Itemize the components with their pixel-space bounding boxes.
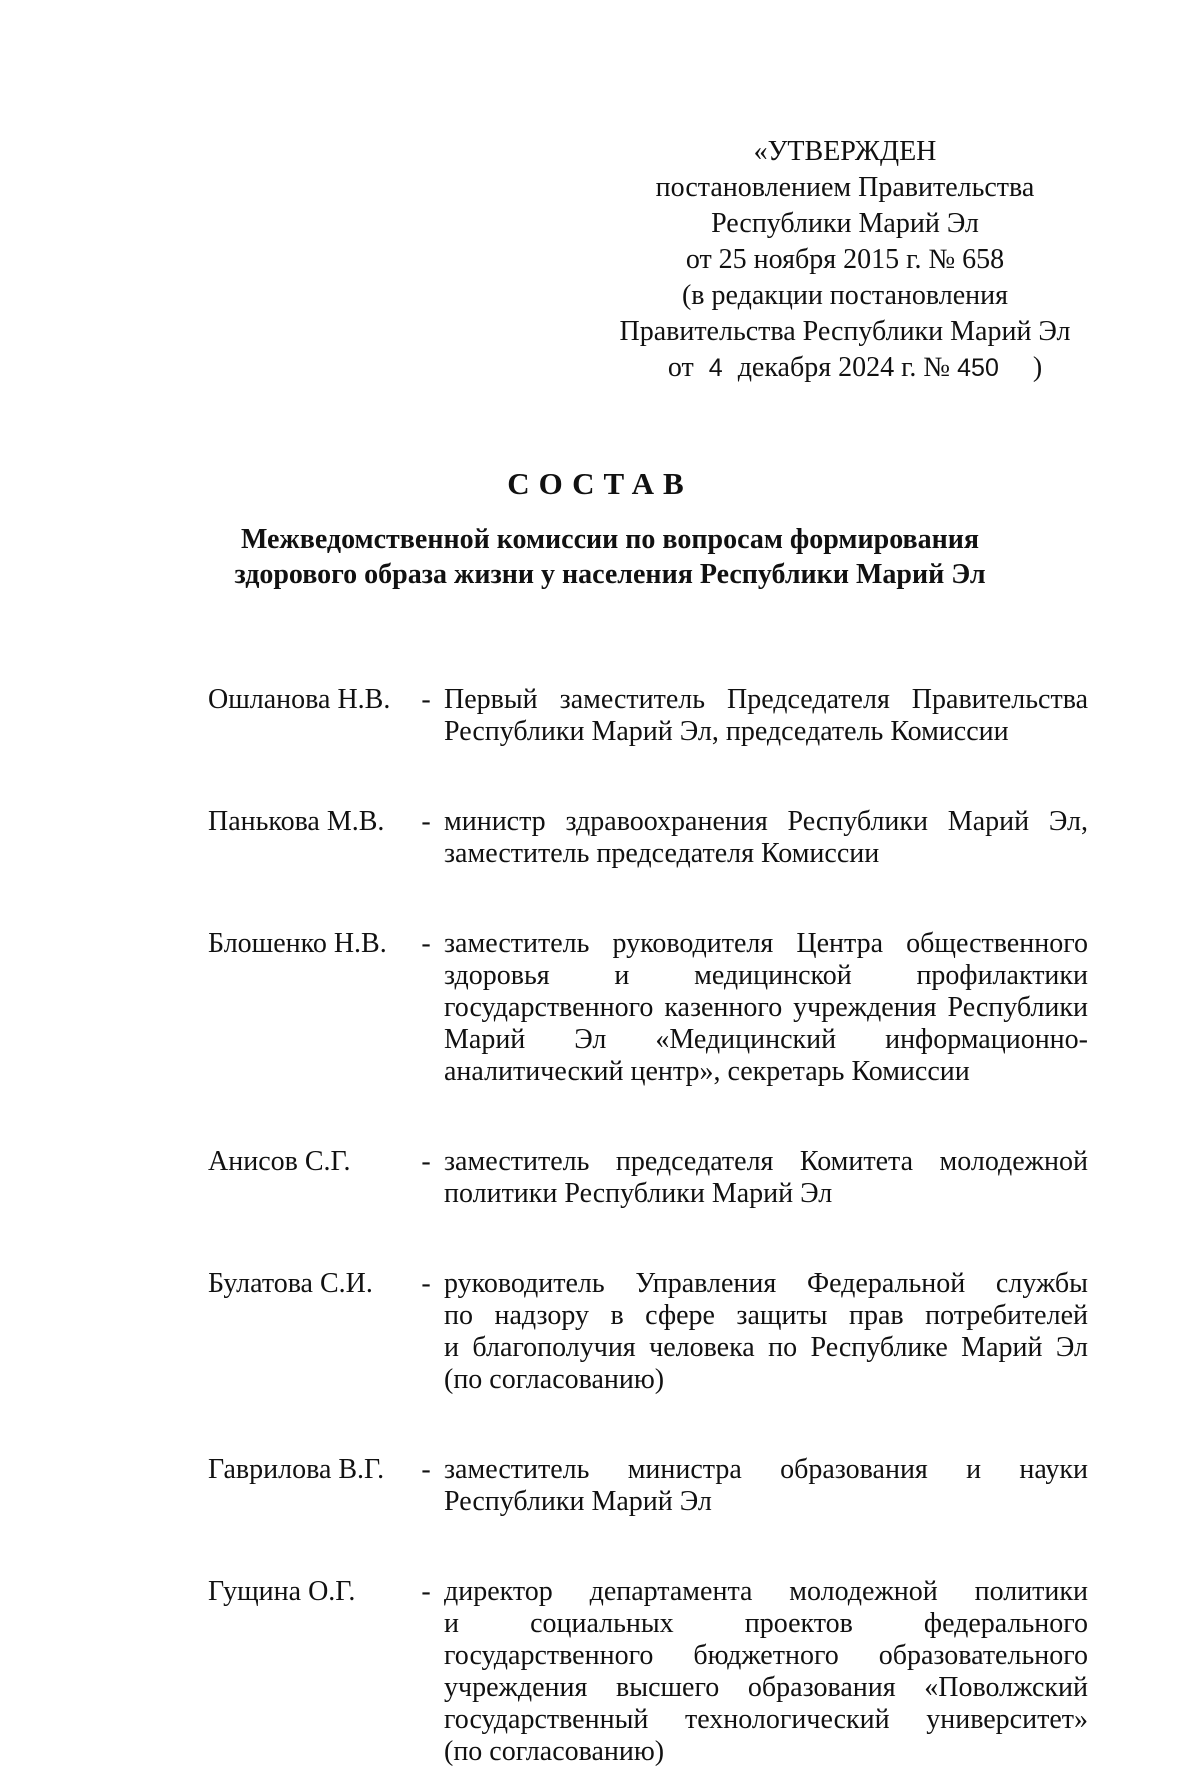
- approval-line: постановлением Правительства: [655, 172, 1035, 203]
- member-role: [444, 1454, 1088, 1518]
- member-role-line: государственного бюджетного образовательного: [444, 1640, 1088, 1671]
- member-role-line: политики Республики Марий Эл: [444, 1178, 833, 1209]
- subtitle-line: здорового образа жизни у населения Республики Марий Эл: [234, 559, 986, 590]
- member-name: Панькова М.В.: [208, 806, 385, 837]
- approval-stamp: [610, 134, 1080, 386]
- approval-line: Республики Марий Эл: [711, 208, 979, 239]
- member-role: [444, 1268, 1088, 1396]
- date-prefix: от: [667, 352, 694, 383]
- member-role-line: заместитель председателя Комиссии: [444, 838, 880, 869]
- member-role: [444, 1146, 1088, 1210]
- member-name: Гаврилова В.Г.: [208, 1454, 385, 1485]
- member-role: [444, 1576, 1088, 1768]
- date-number: 450: [957, 354, 999, 382]
- member-role-line: здоровья и медицинской профилактики: [444, 960, 1088, 991]
- amendment-date-line: [620, 350, 1090, 386]
- member-row: [208, 1268, 1088, 1396]
- member-row: [208, 1576, 1088, 1768]
- member-role-line: и благополучия человека по Республике Марий Эл: [444, 1332, 1088, 1363]
- approval-line: (в редакции постановления: [681, 280, 1009, 311]
- member-role: [444, 928, 1088, 1088]
- date-middle: декабря 2024 г. №: [737, 352, 951, 383]
- member-role-line: руководитель Управления Федеральной службы: [444, 1268, 1088, 1299]
- member-dash: -: [421, 1268, 431, 1299]
- member-role-line: учреждения высшего образования «Поволжский: [444, 1672, 1088, 1703]
- document-subtitle: [190, 522, 1030, 592]
- member-row: [208, 1146, 1088, 1210]
- member-dash: -: [421, 1454, 431, 1485]
- member-row: [208, 684, 1088, 748]
- approval-line: Правительства Республики Марий Эл: [619, 316, 1071, 347]
- member-row: [208, 928, 1088, 1088]
- member-dash: -: [421, 806, 431, 837]
- member-row: [208, 806, 1088, 870]
- member-role-line: директор департамента молодежной политики: [444, 1576, 1088, 1607]
- member-role-line: Марий Эл «Медицинский информационно-: [444, 1024, 1088, 1055]
- member-role: [444, 684, 1088, 748]
- member-role-line: (по согласованию): [444, 1364, 665, 1395]
- member-role-line: министр здравоохранения Республики Марий Эл,: [444, 806, 1088, 837]
- members-list: [208, 684, 1088, 1768]
- member-name: Гущина О.Г.: [208, 1576, 356, 1607]
- member-role-line: Первый заместитель Председателя Правительства: [444, 684, 1088, 715]
- approval-line: «УТВЕРЖДЕН: [753, 136, 937, 167]
- member-role-line: и социальных проектов федерального: [444, 1608, 1088, 1639]
- member-dash: -: [421, 1146, 431, 1177]
- member-name: Ошланова Н.В.: [208, 684, 391, 715]
- subtitle-line: Межведомственной комиссии по вопросам формирования: [240, 524, 980, 555]
- member-name: Блошенко Н.В.: [208, 928, 387, 959]
- member-role-line: государственный технологический университет»: [444, 1704, 1088, 1735]
- member-role-line: Республики Марий Эл, председатель Комиссии: [444, 716, 1009, 747]
- member-row: [208, 1454, 1088, 1518]
- date-day: 4: [708, 354, 723, 382]
- member-role-line: по надзору в сфере защиты прав потребителей: [444, 1300, 1088, 1331]
- member-role: [444, 806, 1088, 870]
- member-name: Анисов С.Г.: [208, 1146, 351, 1177]
- member-role-line: заместитель председателя Комитета молодежной: [444, 1146, 1088, 1177]
- member-role-line: заместитель министра образования и науки: [444, 1454, 1088, 1485]
- member-role-line: заместитель руководителя Центра общественного: [444, 928, 1088, 959]
- member-role-line: (по согласованию): [444, 1736, 665, 1767]
- document-title: СОСТАВ: [507, 466, 693, 501]
- date-close: ): [1032, 352, 1043, 383]
- member-dash: -: [421, 928, 431, 959]
- member-name: Булатова С.И.: [208, 1268, 373, 1299]
- member-role-line: Республики Марий Эл: [444, 1486, 712, 1517]
- approval-line: от 25 ноября 2015 г. № 658: [685, 244, 1005, 275]
- member-dash: -: [421, 684, 431, 715]
- member-role-line: государственного казенного учреждения Республики: [444, 992, 1088, 1023]
- member-dash: -: [421, 1576, 431, 1607]
- member-role-line: аналитический центр», секретарь Комиссии: [444, 1056, 970, 1087]
